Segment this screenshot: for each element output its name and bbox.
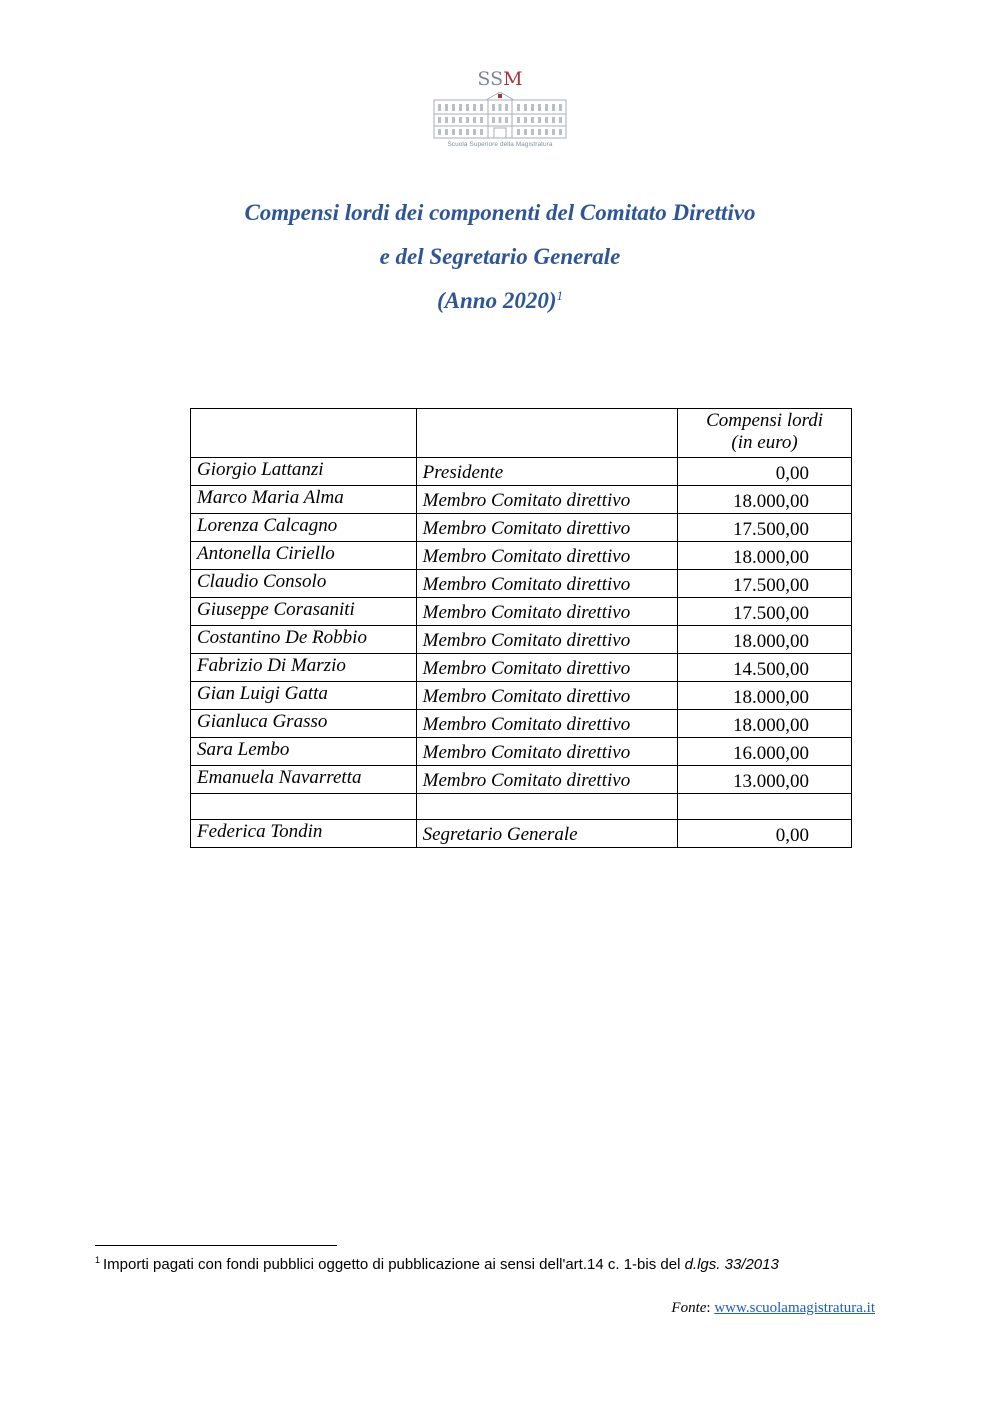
member-name: Gianluca Grasso [191,710,417,738]
source-label: Fonte [671,1300,707,1316]
footnote-text: Importi pagati con fondi pubblici oggetto di pubblicazione ai sensi dell'art.14 c. 1-bis del [103,1256,685,1273]
ssm-logo [430,68,570,152]
table-row [191,514,852,542]
member-amount: 18.000,00 [678,486,852,514]
secretary-role: Segretario Generale [416,820,678,848]
member-name: Giorgio Lattanzi [191,458,417,486]
source-line [671,1300,875,1317]
table-row [191,570,852,598]
member-amount: 17.500,00 [678,598,852,626]
table-row [191,486,852,514]
footnote-reference[interactable]: 1 [556,288,563,303]
member-role: Membro Comitato direttivo [416,514,678,542]
member-role: Membro Comitato direttivo [416,598,678,626]
table-spacer-row [191,794,852,820]
header-cell-amount [678,409,852,458]
member-amount: 17.500,00 [678,514,852,542]
building-icon [432,92,568,140]
member-name: Emanuela Navarretta [191,766,417,794]
table-row [191,710,852,738]
member-role: Membro Comitato direttivo [416,710,678,738]
member-name: Sara Lembo [191,738,417,766]
member-role: Membro Comitato direttivo [416,486,678,514]
member-role: Membro Comitato direttivo [416,766,678,794]
member-amount: 18.000,00 [678,682,852,710]
compensation-table [190,408,852,848]
member-name: Claudio Consolo [191,570,417,598]
logo-caption: Scuola Superiore della Magistratura [447,141,553,148]
member-role: Membro Comitato direttivo [416,626,678,654]
table-row [191,626,852,654]
member-amount: 13.000,00 [678,766,852,794]
table-row-secretary [191,820,852,848]
source-separator: : [706,1300,715,1316]
footnote-law: d.lgs. 33/2013 [684,1256,779,1273]
secretary-name: Federica Tondin [191,820,417,848]
source-link[interactable]: www.scuolamagistratura.it [714,1300,875,1316]
member-name: Lorenza Calcagno [191,514,417,542]
member-name: Costantino De Robbio [191,626,417,654]
header-cell-role [416,409,678,458]
member-amount: 14.500,00 [678,654,852,682]
page-title-line-3 [0,288,1000,314]
logo-abbreviation: SSM [477,68,523,90]
member-amount: 18.000,00 [678,710,852,738]
member-amount: 16.000,00 [678,738,852,766]
header-amount-label: Compensi lordi [706,410,824,431]
member-amount: 18.000,00 [678,542,852,570]
member-role: Membro Comitato direttivo [416,682,678,710]
table-row [191,458,852,486]
secretary-amount: 0,00 [678,820,852,848]
header-amount-unit: (in euro) [731,432,798,453]
member-name: Antonella Ciriello [191,542,417,570]
member-amount: 0,00 [678,458,852,486]
member-role: Membro Comitato direttivo [416,570,678,598]
table-row [191,766,852,794]
footnote-divider [95,1245,337,1246]
member-amount: 18.000,00 [678,626,852,654]
header-cell-name [191,409,417,458]
member-role: Membro Comitato direttivo [416,654,678,682]
table-header-row [191,409,852,458]
member-name: Gian Luigi Gatta [191,682,417,710]
page-title-line-1: Compensi lordi dei componenti del Comitato Direttivo [244,200,756,225]
table-row [191,654,852,682]
member-role: Membro Comitato direttivo [416,738,678,766]
footnote [95,1256,779,1273]
footnote-number: 1 [95,1255,101,1265]
page-title-line-2: e del Segretario Generale [379,244,621,269]
member-role: Presidente [416,458,678,486]
table-row [191,542,852,570]
member-role: Membro Comitato direttivo [416,542,678,570]
member-name: Giuseppe Corasaniti [191,598,417,626]
member-name: Marco Maria Alma [191,486,417,514]
member-amount: 17.500,00 [678,570,852,598]
table-row [191,682,852,710]
table-row [191,738,852,766]
member-name: Fabrizio Di Marzio [191,654,417,682]
title-year: (Anno 2020) [437,288,557,313]
table-row [191,598,852,626]
